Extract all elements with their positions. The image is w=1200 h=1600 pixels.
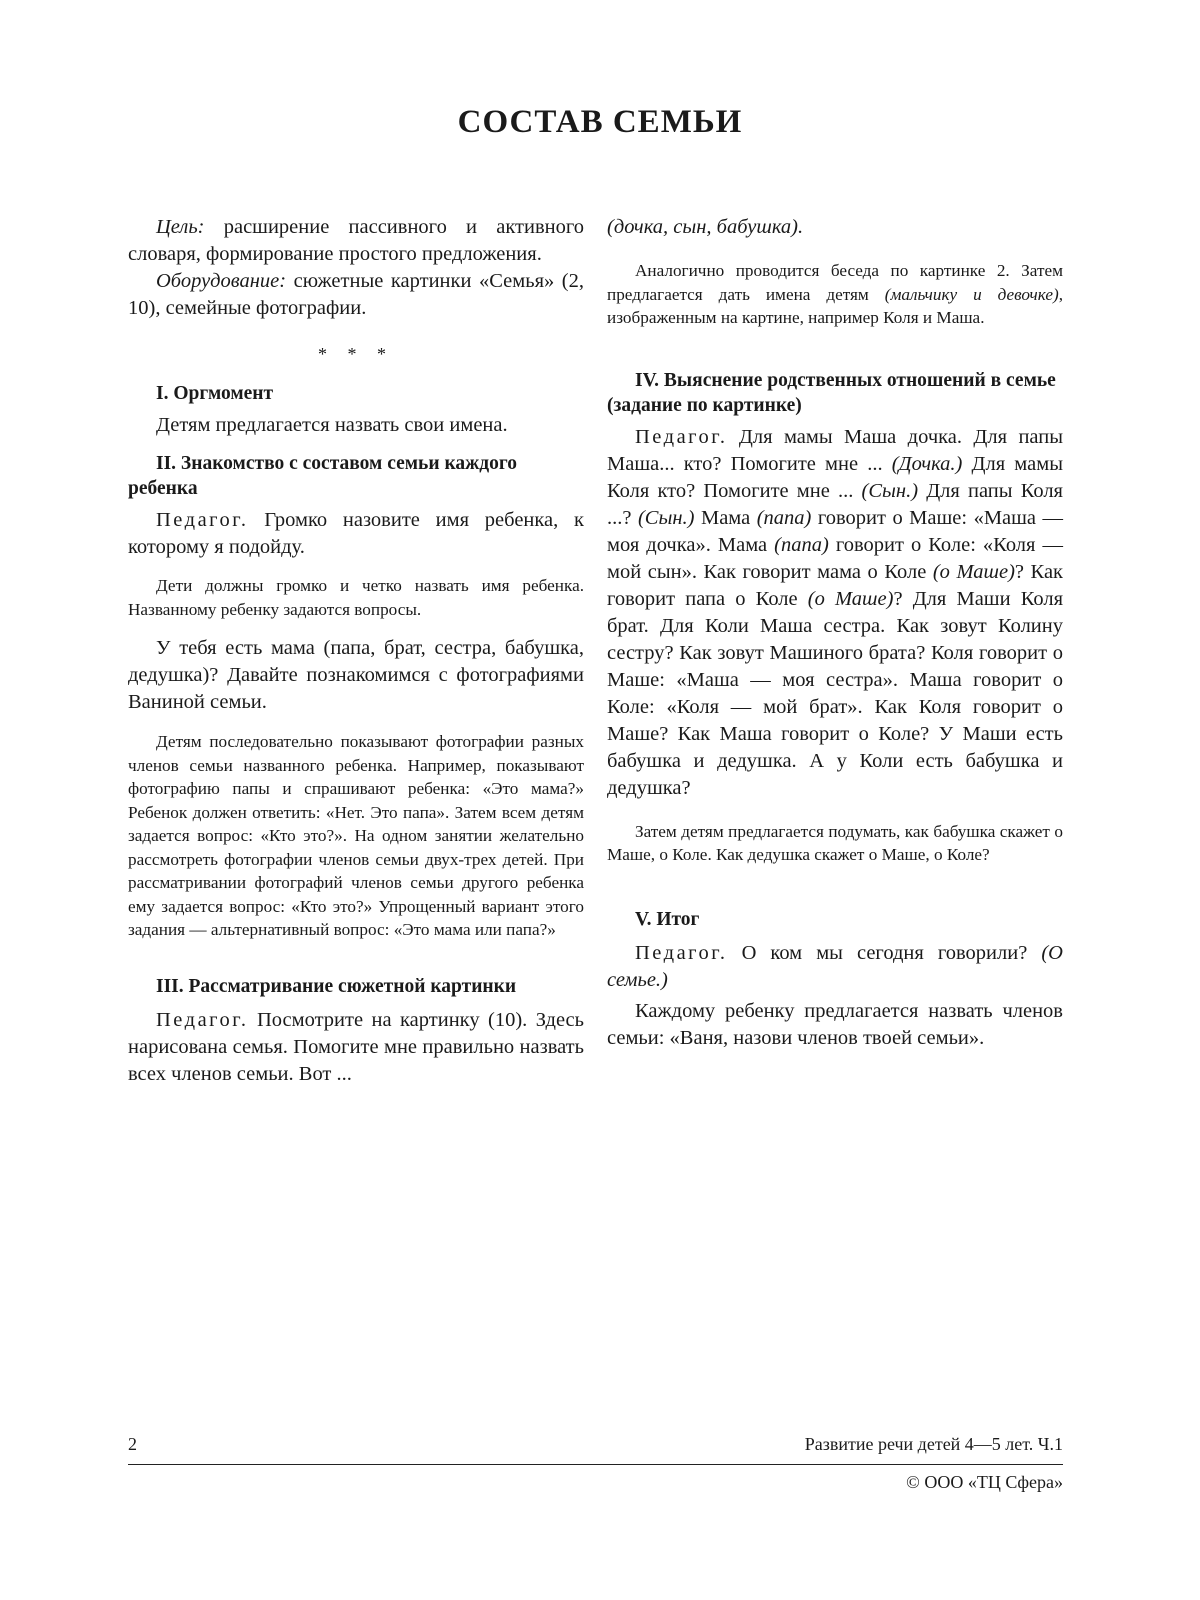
section-2-teacher-line	[128, 507, 584, 561]
section-2-note-2: Детям последовательно показывают фотографии разных членов семьи названного ребенка. Например, показывают фотографию папы и спрашивают ребенка: «Это мама?» Ребенок должен ответить: «Нет. Это папа». Затем всем детям задается вопрос: «Кто это?». На одном занятии желательно рассмотреть фотографии членов семьи двух-трех детей. При рассматривании фотографий членов семьи другого ребенка ему задается вопрос: «Кто это?» Упрощенный вариант этого задания — альтернативный вопрос: «Это мама или папа?»	[128, 732, 584, 939]
teacher-label: Педагог.	[635, 425, 728, 448]
section-5-teacher-line: Педагог. О ком мы сегодня говорили? (О семье.)	[607, 941, 1063, 991]
section-2-heading: II. Знакомство с составом семьи каждого ребенка	[128, 453, 518, 499]
section-1-heading: I. Оргмомент	[156, 383, 274, 404]
section-5-text: Каждому ребенку предлагается назвать членов семьи: «Ваня, назови членов твоей семьи».	[607, 999, 1063, 1049]
teacher-label: Педагог.	[156, 1008, 249, 1031]
section-4-dialogue: Педагог. Для мамы Маша дочка. Для папы Маша... кто? Помогите мне ... (Дочка.) Для мамы Коля кто? Помогите мне ... (Сын.) Для папы Коля ...? (Сын.) Мама (папа) говорит о Маше: «Маша — моя дочка». Мама (папа) говорит о Коле: «Коля — мой сын». Как говорит мама о Коле (о Маше)? Как говорит папа о Коле (о Маше)? Для Маши Коля брат. Для Коли Маша сестра. Как зовут Колину сестру? Как зовут Машиного брата? Коля говорит о Маше: «Маша — моя сестра». Маша говорит о Коле: «Коля — мой брат». Как Коля говорит о Маше? Как Маша говорит о Коле? У Маши есть бабушка и дедушка. А у Коли есть бабушка и дедушка?	[607, 425, 1064, 799]
section-3-italic: (дочка, сын, бабушка).	[607, 216, 804, 238]
right-column	[607, 214, 1063, 1052]
section-3-text: Посмотрите на картинку (10). Здесь нарисована семья. Помогите мне правильно назвать всех членов семьи. Вот ...	[128, 1008, 584, 1085]
section-5-heading: V. Итог	[635, 908, 700, 930]
left-column	[128, 214, 584, 1088]
section-2-text-2: У тебя есть мама (папа, брат, сестра, бабушка, дедушка)? Давайте познакомимся с фотографиями Ваниной семьи.	[128, 637, 584, 713]
book-title: Развитие речи детей 4—5 лет. Ч.1	[804, 1434, 1063, 1454]
equipment-text: сюжетные картинки «Семья» (2, 10), семейные фотографии.	[128, 270, 584, 319]
page-title: СОСТАВ СЕМЬИ	[457, 104, 743, 140]
teacher-label: Педагог.	[635, 941, 728, 964]
section-2-text-1: Громко назовите имя ребенка, к которому я подойду.	[128, 509, 584, 558]
copyright-notice: © ООО «ТЦ Сфера»	[906, 1472, 1063, 1492]
goal-paragraph	[128, 214, 584, 268]
goal-label: Цель:	[156, 216, 205, 238]
equipment-label: Оборудование:	[156, 270, 287, 292]
equipment-paragraph	[128, 268, 584, 322]
footer-divider	[128, 1464, 1063, 1465]
section-4-note: Затем детям предлагается подумать, как бабушка скажет о Маше, о Коле. Как дедушка скажет о Маше, о Коле?	[607, 821, 1063, 864]
page-number: 2	[128, 1434, 137, 1454]
teacher-label: Педагог.	[156, 509, 249, 531]
section-3-heading: III. Рассматривание сюжетной картинки	[156, 975, 517, 997]
section-divider-stars: * * *	[318, 344, 394, 364]
section-3-note: Аналогично проводится беседа по картинке 2. Затем предлагается дать имена детям (мальчику и девочке), изображенным на картине, например Коля и Маша.	[607, 261, 1063, 327]
section-3-teacher-line	[128, 1007, 584, 1088]
section-3-continuation	[607, 214, 1063, 241]
section-1-text: Детям предлагается назвать свои имена.	[156, 414, 508, 436]
section-2-note-1: Дети должны громко и четко назвать имя ребенка. Названному ребенку задаются вопросы.	[128, 576, 584, 619]
section-4-heading: IV. Выяснение родственных отношений в семье (задание по картинке)	[607, 369, 1056, 416]
goal-text: расширение пассивного и активного словаря, формирование простого предложения.	[128, 216, 584, 265]
